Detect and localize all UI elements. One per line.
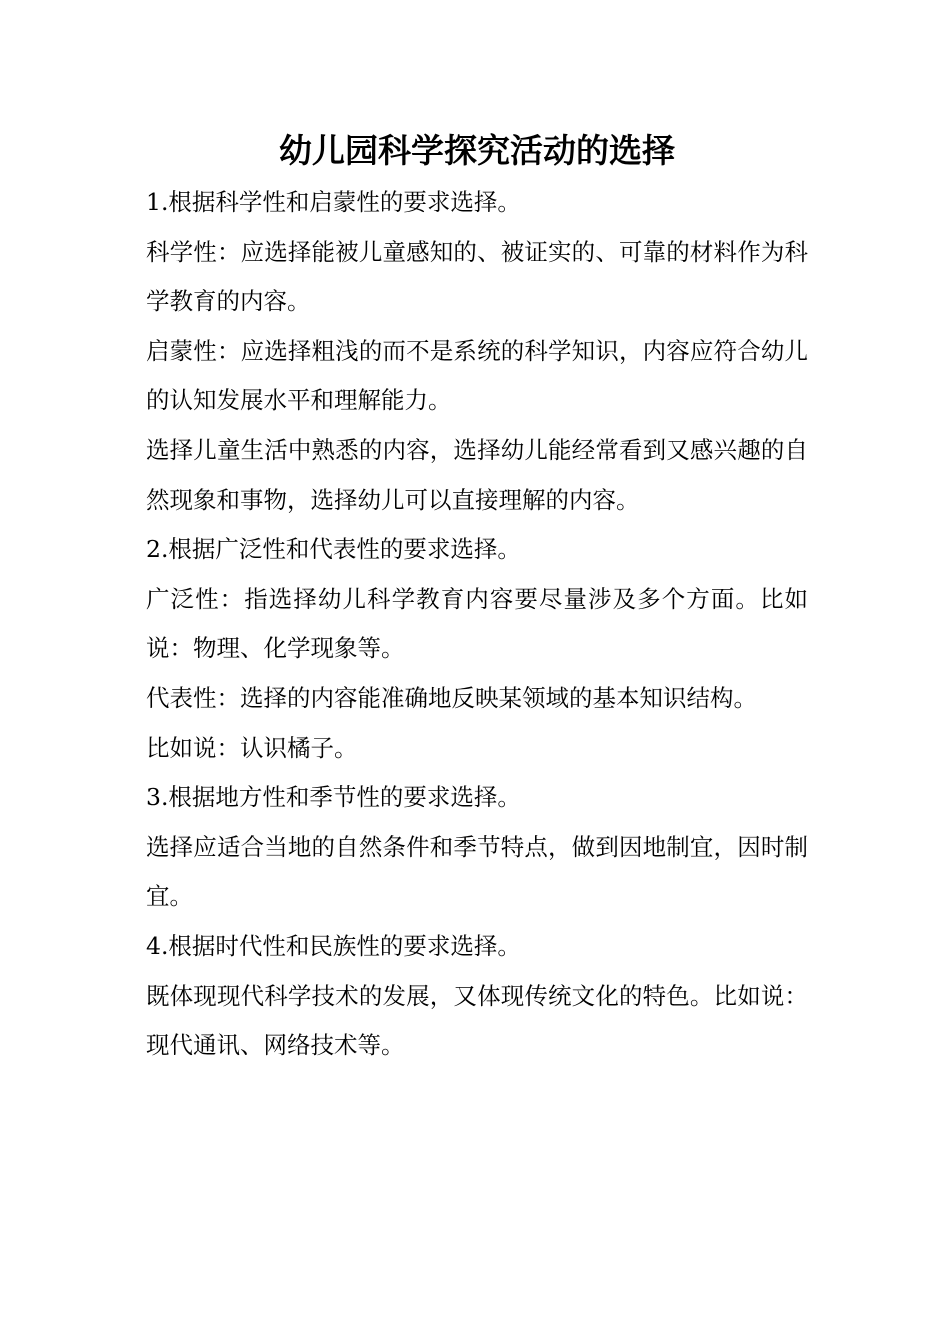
paragraph: 科学性：应选择能被儿童感知的、被证实的、可靠的材料作为科学教育的内容。 [146,237,808,316]
paragraph-heading-3: 3.根据地方性和季节性的要求选择。 [146,783,521,812]
document-title: 幼儿园科学探究活动的选择 [279,131,675,170]
paragraph-heading-1: 1.根据科学性和启蒙性的要求选择。 [146,188,521,216]
paragraph: 启蒙性：应选择粗浅的而不是系统的科学知识，内容应符合幼儿的认知发展水平和理解能力。 [146,336,808,415]
paragraph: 选择应适合当地的自然条件和季节特点，做到因地制宜，因时制宜。 [146,832,808,911]
paragraph-heading-4: 4.根据时代性和民族性的要求选择。 [146,931,521,960]
paragraph: 比如说：认识橘子。 [146,733,358,762]
paragraph: 广泛性：指选择幼儿科学教育内容要尽量涉及多个方面。比如说：物理、化学现象等。 [146,584,808,663]
document-body [146,178,808,1071]
document-page [146,124,808,1071]
paragraph-heading-2: 2.根据广泛性和代表性的要求选择。 [146,535,521,564]
paragraph: 既体现现代科学技术的发展，又体现传统文化的特色。比如说：现代通讯、网络技术等。 [146,981,808,1060]
paragraph: 代表性：选择的内容能准确地反映某领域的基本知识结构。 [146,683,757,712]
paragraph: 选择儿童生活中熟悉的内容，选择幼儿能经常看到又感兴趣的自然现象和事物，选择幼儿可以直接理解的内容。 [146,435,808,514]
